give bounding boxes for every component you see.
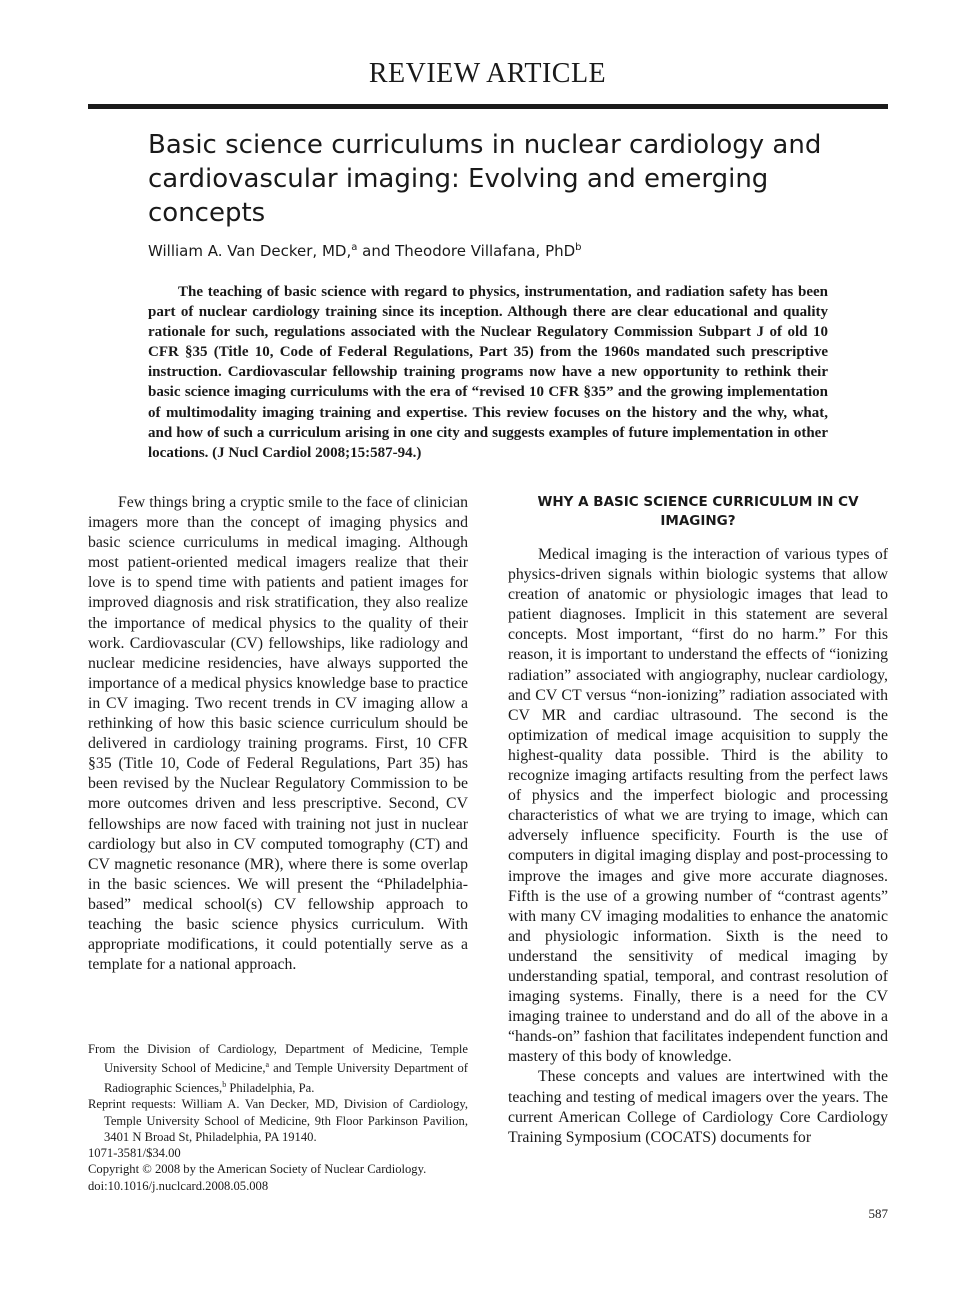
footnotes: [88, 1041, 468, 1194]
affiliation-text-c: Philadelphia, Pa.: [226, 1080, 315, 1095]
author-2: Theodore Villafana, PhD: [395, 242, 576, 260]
author-1-affiliation-mark: a: [351, 242, 358, 253]
section-label: REVIEW ARTICLE: [368, 58, 607, 89]
body-paragraph-2: These concepts and values are intertwined with the teaching and testing of medical imagers over the years. The current American College of Cardiology Core Cardiology Training Symposium (COCATS) documents for: [508, 1068, 888, 1146]
affiliation-mark-a: a: [265, 1060, 270, 1070]
left-column: [88, 493, 468, 975]
reprint-note: Reprint requests: William A. Van Decker, MD, Division of Cardiology, Temple University School of Medicine, 9th Floor Parkinson Pavilion, 3401 N Broad St, Philadelphia, PA 19140.: [88, 1097, 468, 1144]
author-joiner: and: [357, 242, 396, 260]
affiliation-mark-b: b: [222, 1079, 227, 1089]
copyright-note: Copyright © 2008 by the American Society of Nuclear Cardiology.: [88, 1162, 427, 1177]
right-column: [508, 493, 888, 1148]
issn-note: 1071-3581/$34.00: [88, 1146, 181, 1161]
abstract: The teaching of basic science with regard to physics, instrumentation, and radiation safety has been part of nuclear cardiology training since its inception. Although there are clear educational and quality rationale for such, regulations associated with the Nuclear Regulatory Commission Subpart J of old 10 CFR §35 (Title 10, Code of Federal Regulations, Part 35) from the 1960s mandated such prescriptive instruction. Cardiovascular fellowship training programs now have a new opportunity to rethink their basic science imaging curriculums with the era of “revised 10 CFR §35” and the growing implementation of multimodality imaging training and expertise. This review focuses on the history and the why, what, and how of such a curriculum arising in one city and suggests examples of future implementation in other locations. (J Nucl Cardiol 2008;15:587-94.): [148, 284, 828, 461]
doi-note: doi:10.1016/j.nuclcard.2008.05.008: [88, 1178, 269, 1193]
article-title: Basic science curriculums in nuclear cardiology and cardiovascular imaging: Evolving and emerging concepts: [148, 130, 822, 228]
affiliation-text-a: From the Division of Cardiology, Department of Medicine, Temple University School of Medicine,: [88, 1042, 468, 1076]
intro-paragraph: Few things bring a cryptic smile to the face of clinician imagers more than the concept of imaging physics and basic science curriculums in medical imaging. Although most patient-oriented medical imagers realize that their love is to spend time with patients and patient images for improved diagnosis and risk stratification, they also realize the importance of medical physics to the quality of their work. Cardiovascular (CV) fellowships, like radiology and nuclear medicine residencies, have always supported the importance of a medical physics knowledge base to practice in CV imaging. Two recent trends in CV imaging allow a rethinking of how this basic science curriculum should be delivered in cardiology training programs. First, 10 CFR §35 (Title 10, Code of Federal Regulations, Part 35) has been revised by the Nuclear Regulatory Commission to be more outcomes driven and less prescriptive. Second, CV fellowships are now faced with training not just in nuclear cardiology but also in CV computed tomography (CT) and CV magnetic resonance (MR), where there is some overlap in the basic sciences. We will present the “Philadelphia-based” medical school(s) CV fellowship approach to teaching the basic science physics curriculum. With appropriate modifications, it could potentially serve as a template for a national approach.: [88, 494, 468, 974]
affiliation-note: [88, 1041, 468, 1096]
header-rule: [88, 104, 888, 109]
author-1: William A. Van Decker, MD,: [148, 242, 352, 260]
body-paragraph-1: Medical imaging is the interaction of various types of physics-driven signals within biologic systems that allow creation of anatomic or physiologic images that lead to patient diagnoses. Implicit in this statement are several concepts. Most important, “first do no harm.” For this reason, it is important to understand the effects of “ionizing radiation” associated with angiography, nuclear cardiology, and CV CT versus “non-ionizing” radiation associated with CV MR and cardiac ultrasound. The second is the optimization of medical image acquisition to supply the highest-quality data possible. Third is the ability to recognize imaging artifacts resulting from the perfect laws of physics and the imperfect biologic and processing characteristics of what we are trying to image, which can adversely influence specificity. Fourth is the use of computers in digital imaging display and post-processing to improve the images and give more accurate diagnoses. Fifth is the use of a growing number of “contrast agents” with many CV imaging modalities to enhance the anatomic and physiologic information. Sixth is the need to understand the sensitivity of medical imaging by understanding spatial, temporal, and contrast resolution of imaging systems. Finally, there is a need for the CV imaging trainee to understand and do all of the above in a “hands-on” fashion that facilitates independent function and mastery of this body of knowledge.: [508, 546, 888, 1066]
page-number: 587: [868, 1206, 888, 1221]
author-line: [148, 242, 582, 260]
section-heading: WHY A BASIC SCIENCE CURRICULUM IN CV IMAGING?: [537, 494, 859, 529]
author-2-affiliation-mark: b: [575, 242, 582, 253]
affiliation-text-b: and Temple University Department of Radiographic Sciences,: [104, 1061, 468, 1095]
